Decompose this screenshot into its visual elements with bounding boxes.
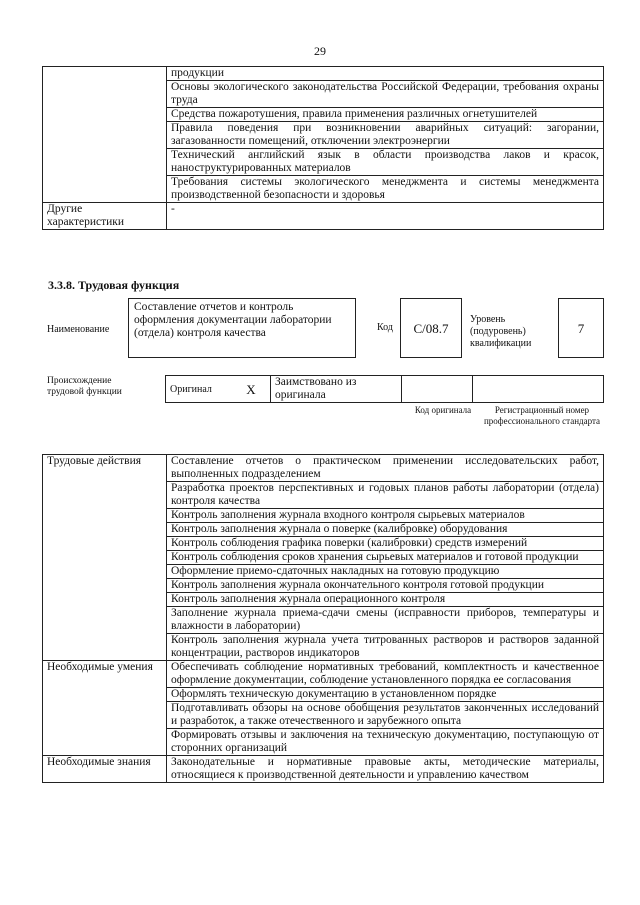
- table-row: [43, 661, 604, 688]
- group-label: Необходимые умения: [43, 661, 167, 756]
- origin-label: Происхождение трудовой функции: [47, 376, 122, 397]
- original-code-label: Код оригинала: [414, 405, 472, 415]
- group-label-cell: [43, 67, 167, 203]
- function-name-box: [128, 298, 356, 358]
- table-row: [43, 67, 604, 81]
- function-name: Составление отчетов и контроль оформления документации лаборатории (отдела) контроля качества: [134, 301, 332, 339]
- name-label: Наименование: [47, 324, 110, 335]
- table-row: [43, 203, 604, 230]
- list-item: Разработка проектов перспективных и годовых планов работы лаборатории (отдела) контроля качества: [167, 482, 604, 509]
- list-item: Оформлять техническую документацию в установленном порядке: [167, 688, 604, 702]
- list-item: Подготавливать обзоры на основе обобщения результатов законченных исследований и разработок, а также отечественного и зарубежного опыта: [167, 702, 604, 729]
- list-item: Контроль заполнения журнала входного контроля сырьевых материалов: [167, 509, 604, 523]
- list-item: Обеспечивать соблюдение нормативных требований, комплектность и качественное оформление документации, соблюдение установленного порядка ее согласования: [167, 661, 604, 688]
- reg-number-label: Регистрационный номер профессионального стандарта: [483, 405, 601, 426]
- reg-number-cell: [473, 376, 604, 403]
- original-label: Оригинал: [166, 376, 233, 403]
- list-item: Средства пожаротушения, правила применения различных огнетушителей: [167, 108, 604, 122]
- code-box: [400, 298, 462, 358]
- list-item: Контроль заполнения журнала о поверке (калибровке) оборудования: [167, 523, 604, 537]
- list-item: Оформление приемо-сдаточных накладных на готовую продукцию: [167, 565, 604, 579]
- level-value: 7: [577, 320, 585, 336]
- page-number: 29: [314, 44, 326, 58]
- group-label: Трудовые действия: [43, 455, 167, 661]
- list-item: Законодательные и нормативные правовые акты, методические материалы, относящиеся к производственной деятельности и управлению качеством: [167, 756, 604, 783]
- list-item: Контроль заполнения журнала учета титрованных растворов и растворов заданной концентрации, растворов индикаторов: [167, 634, 604, 661]
- original-mark: X: [232, 376, 271, 403]
- table-row: [43, 455, 604, 482]
- list-item: Основы экологического законодательства Российской Федерации, требования охраны труда: [167, 81, 604, 108]
- list-item: продукции: [167, 67, 604, 81]
- main-table: [42, 454, 604, 783]
- top-table: [42, 66, 604, 230]
- other-characteristics-value: -: [167, 203, 604, 230]
- original-code-cell: [402, 376, 473, 403]
- list-item: Правила поведения при возникновении аварийных ситуаций: загорании, загазованности помещений, отключении электроэнергии: [167, 122, 604, 149]
- other-characteristics-label: Другие характеристики: [43, 203, 167, 230]
- borrowed-label: Заимствовано из оригинала: [271, 376, 402, 403]
- list-item: Составление отчетов о практическом применении исследовательских работ, выполненных подразделением: [167, 455, 604, 482]
- code-label: Код: [377, 322, 393, 333]
- level-label: Уровень (подуровень) квалификации: [470, 314, 532, 349]
- list-item: Заполнение журнала приема-сдачи смены (исправности приборов, температуры и влажности в лаборатории): [167, 607, 604, 634]
- list-item: Формировать отзывы и заключения на техническую документацию, поступающую от сторонних организаций: [167, 729, 604, 756]
- list-item: Контроль соблюдения графика поверки (калибровки) средств измерений: [167, 537, 604, 551]
- section-title: 3.3.8. Трудовая функция: [48, 278, 180, 292]
- list-item: Технический английский язык в области производства лаков и красок, наноструктурированных материалов: [167, 149, 604, 176]
- list-item: Контроль заполнения журнала окончательного контроля готовой продукции: [167, 579, 604, 593]
- level-box: [558, 298, 604, 358]
- list-item: Контроль соблюдения сроков хранения сырьевых материалов и готовой продукции: [167, 551, 604, 565]
- origin-table: [165, 375, 604, 403]
- code-value: С/08.7: [413, 320, 449, 336]
- group-label: Необходимые знания: [43, 756, 167, 783]
- list-item: Требования системы экологического менеджмента и системы менеджмента производственной безопасности и здоровья: [167, 176, 604, 203]
- table-row: [43, 756, 604, 783]
- list-item: Контроль заполнения журнала операционного контроля: [167, 593, 604, 607]
